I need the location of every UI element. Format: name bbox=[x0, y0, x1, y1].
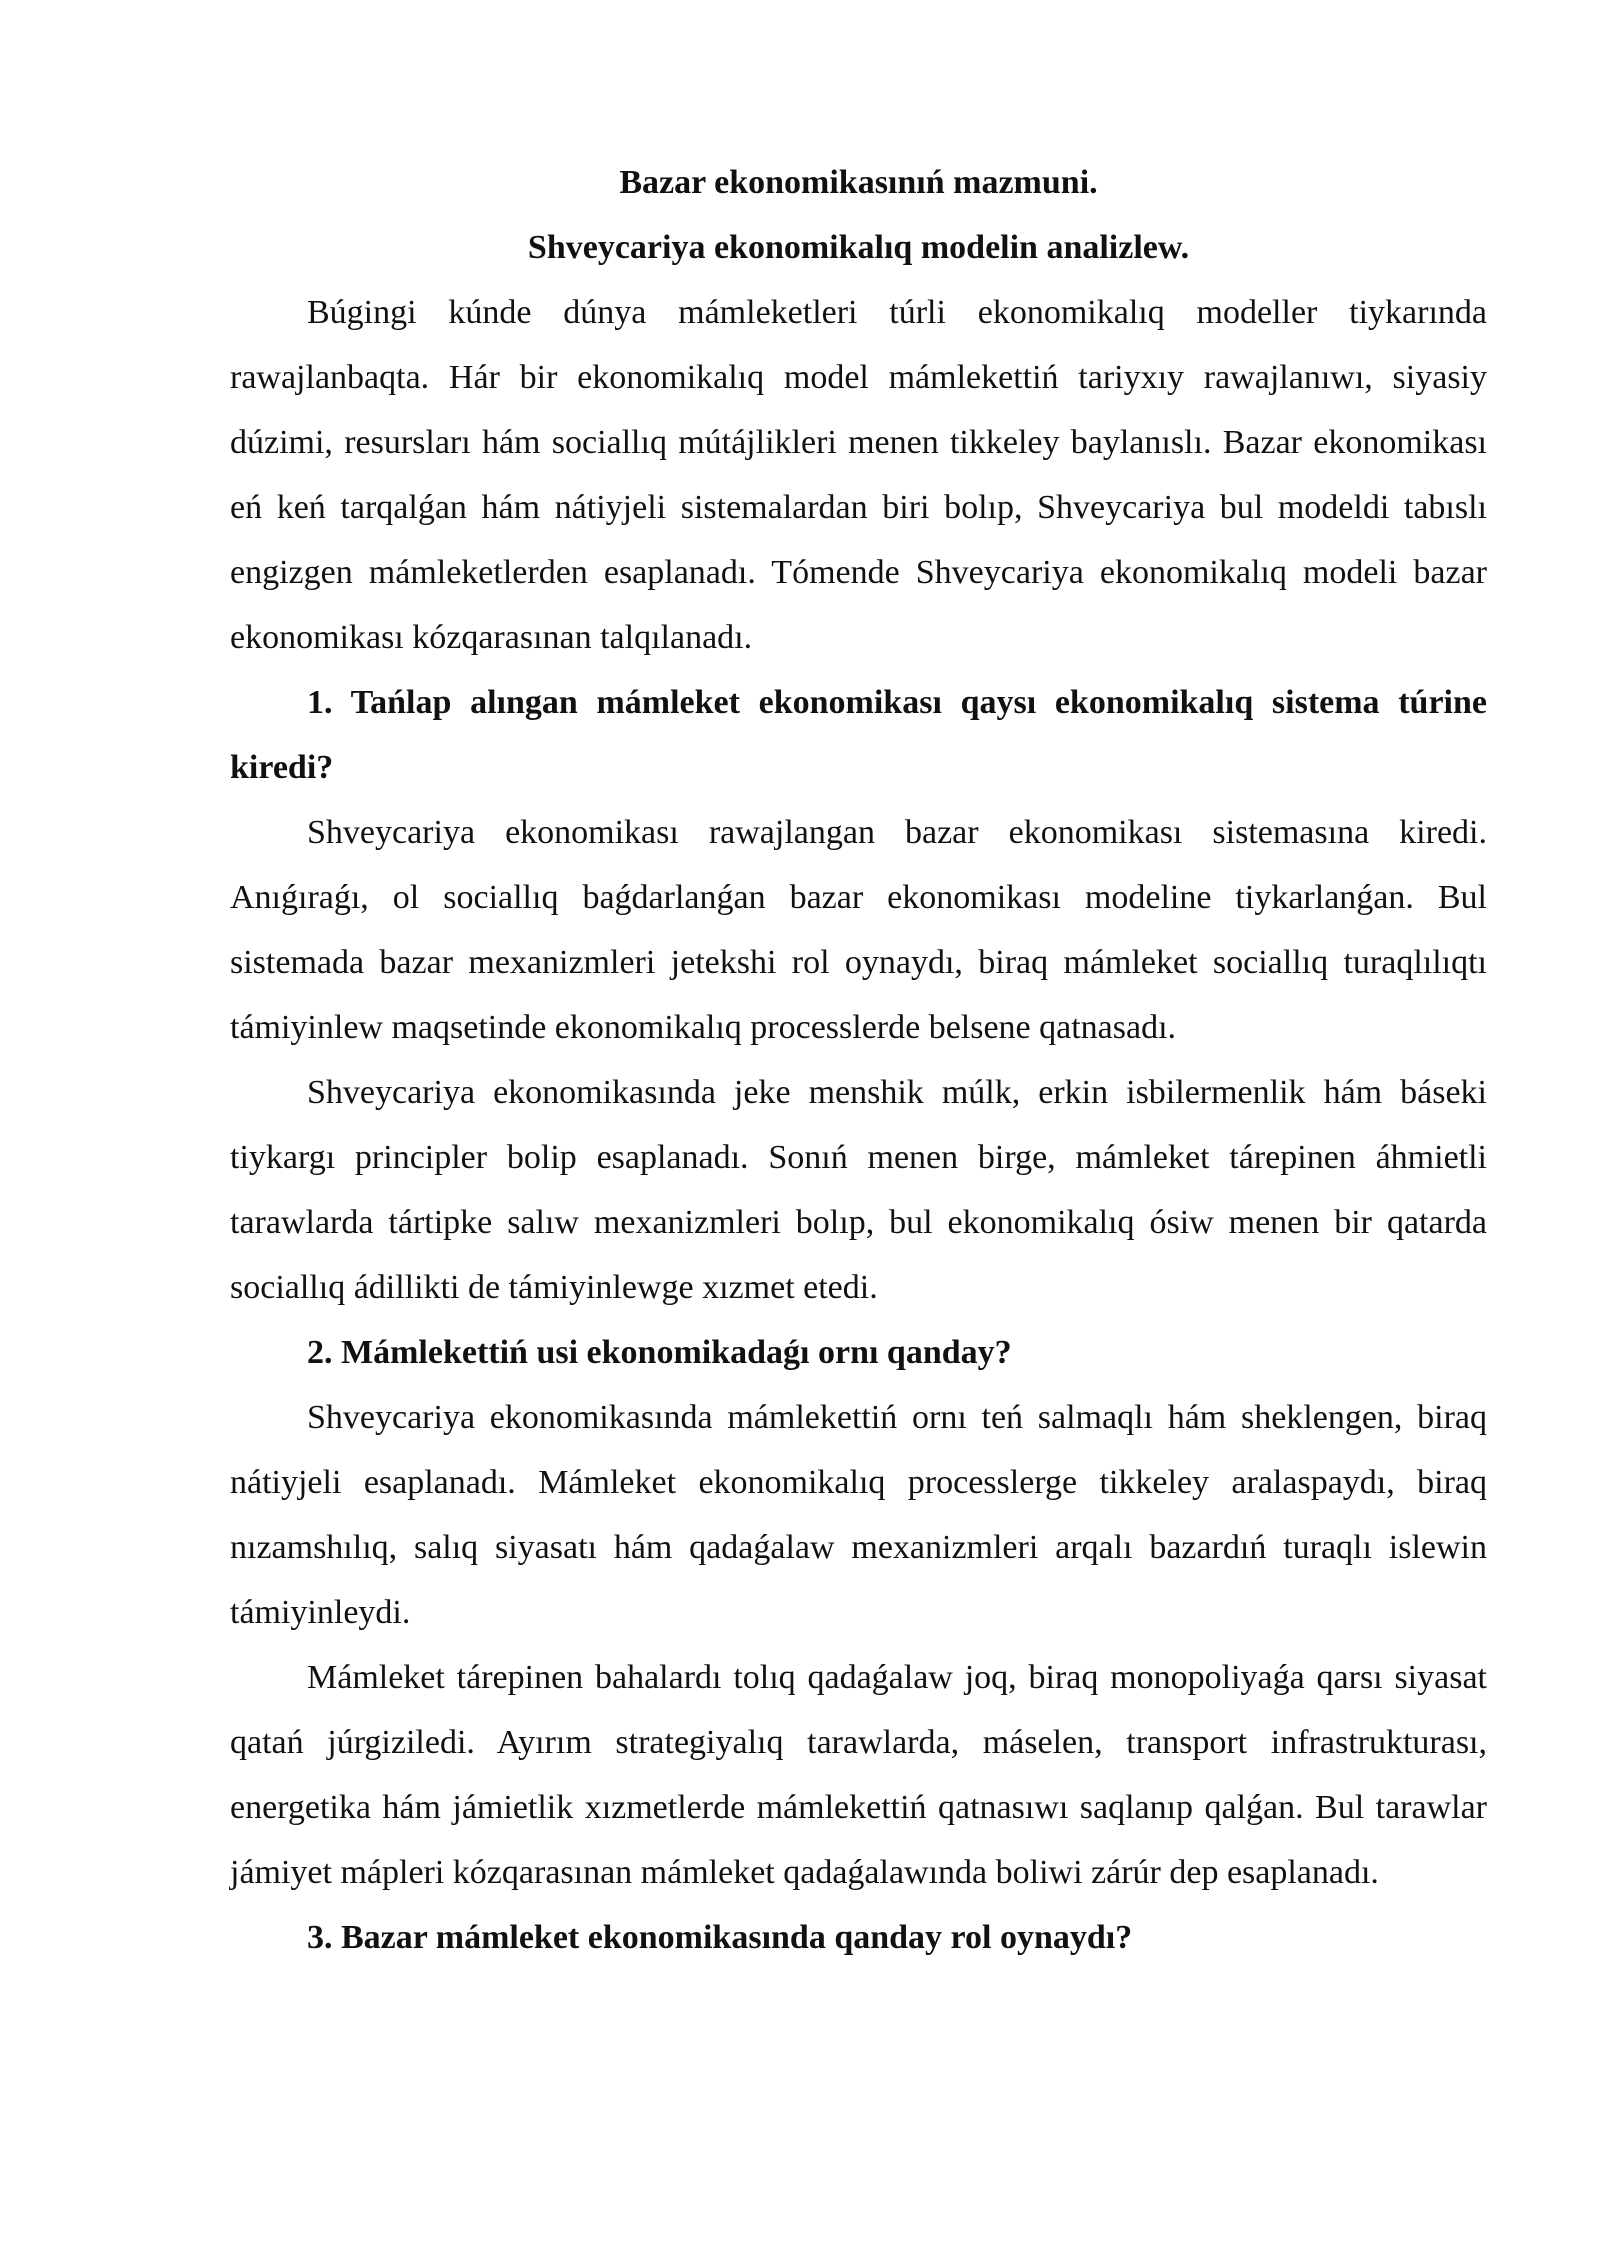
section-heading-3: 3. Bazar mámleket ekonomikasında qanday rol oynaydı? bbox=[307, 1919, 1133, 1956]
section-1-paragraph-1: Shveycariya ekonomikası rawajlangan bazar ekonomikası sistemasına kiredi. Anıǵıraǵı, ol sociallıq baǵdarlanǵan bazar ekonomikası modeline tiykarlanǵan. Bul sistemada bazar mexanizmleri jetekshi rol oynaydı, biraq mámleket sociallıq turaqlılıqtı támiyinlew maqsetinde ekonomikalıq processlerde belsene qatnasadı. bbox=[230, 814, 1487, 1046]
section-heading-1: 1. Tańlap alıngan mámleket ekonomikası qaysı ekonomikalıq sistema túrine kiredi? bbox=[230, 684, 1487, 786]
intro-paragraph: Búgingi kúnde dúnya mámleketleri túrli ekonomikalıq modeller tiykarında rawajlanbaqta. Hár bir ekonomikalıq model mámlekettiń tariyxıy rawajlanıwı, siyasiy dúzimi, resursları hám sociallıq mútájlikleri menen tikkeley baylanıslı. Bazar ekonomikası eń keń tarqalǵan hám nátiyjeli sistemalardan biri bolıp, Shveycariya bul modeldi tabıslı engizgen mámleketlerden esaplanadı. Tómende Shveycariya ekonomikalıq modeli bazar ekonomikası kózqarasınan talqılanadı. bbox=[230, 294, 1487, 656]
section-1-paragraph-2: Shveycariya ekonomikasında jeke menshik múlk, erkin isbilermenlik hám báseki tiykargı principler bolip esaplanadı. Sonıń menen birge, mámleket tárepinen áhmietli tarawlarda tártipke salıw mexanizmleri bolıp, bul ekonomikalıq ósiw menen bir qatarda sociallıq ádillikti de támiyinlewge xızmet etedi. bbox=[230, 1074, 1487, 1306]
document-title: Bazar ekonomikasınıń mazmuni. bbox=[619, 164, 1098, 201]
document-subtitle: Shveycariya ekonomikalıq modelin analizlew. bbox=[527, 229, 1190, 266]
document-page bbox=[230, 150, 1487, 1970]
section-2-paragraph-2: Mámleket tárepinen bahalardı tolıq qadaǵalaw joq, biraq monopoliyaǵa qarsı siyasat qatań júrgiziledi. Ayırım strategiyalıq tarawlarda, máselen, transport infrastrukturası, energetika hám jámietlik xızmetlerde mámlekettiń qatnasıwı saqlanıp qalǵan. Bul tarawlar jámiyet mápleri kózqarasınan mámleket qadaǵalawında boliwi zárúr dep esaplanadı. bbox=[230, 1659, 1487, 1891]
section-2-paragraph-1: Shveycariya ekonomikasında mámlekettiń ornı teń salmaqlı hám sheklengen, biraq nátiyjeli esaplanadı. Mámleket ekonomikalıq processlerge tikkeley aralaspaydı, biraq nızamshılıq, salıq siyasatı hám qadaǵalaw mexanizmleri arqalı bazardıń turaqlı islewin támiyinleydi. bbox=[230, 1399, 1487, 1631]
section-heading-2: 2. Mámlekettiń usi ekonomikadaǵı ornı qanday? bbox=[307, 1334, 1012, 1371]
